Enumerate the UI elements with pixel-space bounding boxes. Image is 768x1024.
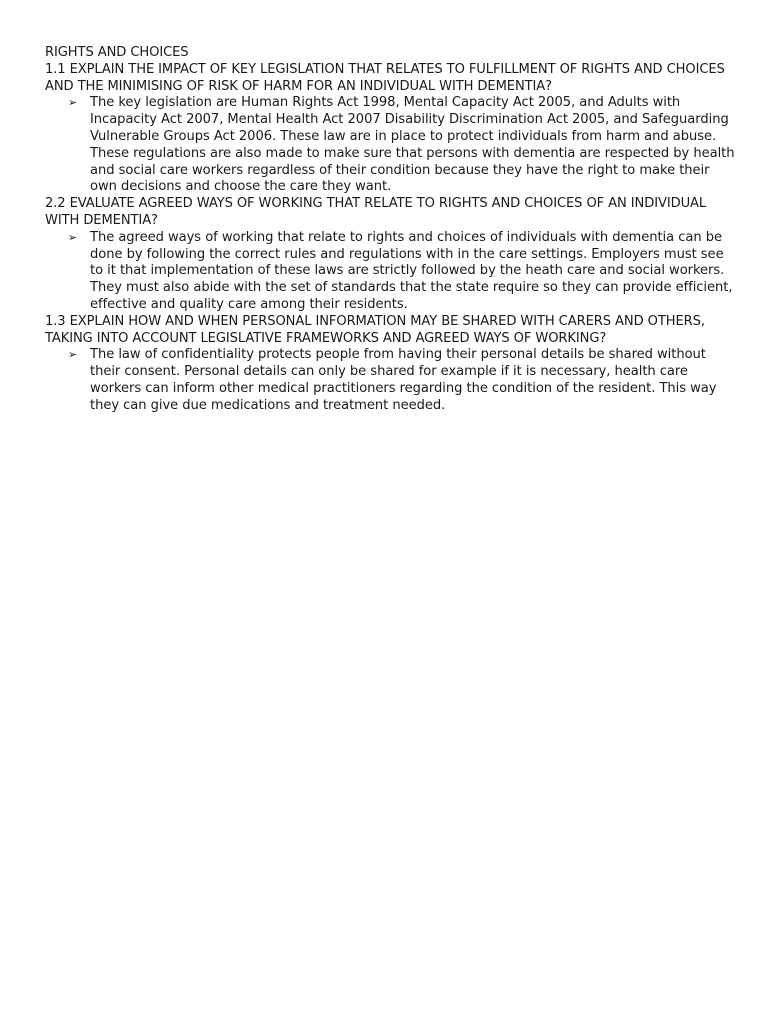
document-page (45, 45, 735, 415)
section-1-3-bullet (45, 347, 735, 414)
section-heading-1-1: 1.1 EXPLAIN THE IMPACT OF KEY LEGISLATION THAT RELATES TO FULFILLMENT OF RIGHTS AND CHOICES AND THE MINIMISING OF RISK OF HARM FOR AN INDIVIDUAL WITH DEMENTIA? (45, 61, 725, 94)
section-heading-1-3: 1.3 EXPLAIN HOW AND WHEN PERSONAL INFORMATION MAY BE SHARED WITH CARERS AND OTHERS, TAKING INTO ACCOUNT LEGISLATIVE FRAMEWORKS AND AGREED WAYS OF WORKING? (45, 313, 705, 346)
bullet-text: The key legislation are Human Rights Act 1998, Mental Capacity Act 2005, and Adults with Incapacity Act 2007, Mental Health Act 2007 Disability Discrimination Act 2005, and Safeguarding Vulnerable Groups Act 2006. These law are in place to protect individuals from harm and abuse. These regulations are also made to make sure that persons with dementia are respected by health and social care workers regardless of their condition because they have the right to make their own decisions and choose the care they want. (90, 95, 735, 195)
section-heading-2-2: 2.2 EVALUATE AGREED WAYS OF WORKING THAT RELATE TO RIGHTS AND CHOICES OF AN INDIVIDUAL WITH DEMENTIA? (45, 196, 707, 228)
arrow-bullet-icon: ➢ (68, 348, 78, 362)
bullet-text: The agreed ways of working that relate to rights and choices of individuals with dementia can be done by following the correct rules and regulations with in the care settings. Employers must see to it that implementation of these laws are strictly followed by the heath care and social workers. They must also abide with the set of standards that the state require so they can provide efficient, effective and quality care among their residents. (90, 229, 733, 312)
bullet-text: The law of confidentiality protects people from having their personal details be shared without their consent. Personal details can only be shared for example if it is necessary, health care workers can inform other medical practitioners regarding the condition of the resident. This way they can give due medications and treatment needed. (90, 347, 717, 413)
arrow-bullet-icon: ➢ (68, 96, 78, 110)
document-title: RIGHTS AND CHOICES (45, 45, 189, 60)
section-1-1-bullet (45, 95, 735, 196)
arrow-bullet-icon: ➢ (68, 230, 78, 244)
section-2-2-bullet (45, 230, 735, 314)
